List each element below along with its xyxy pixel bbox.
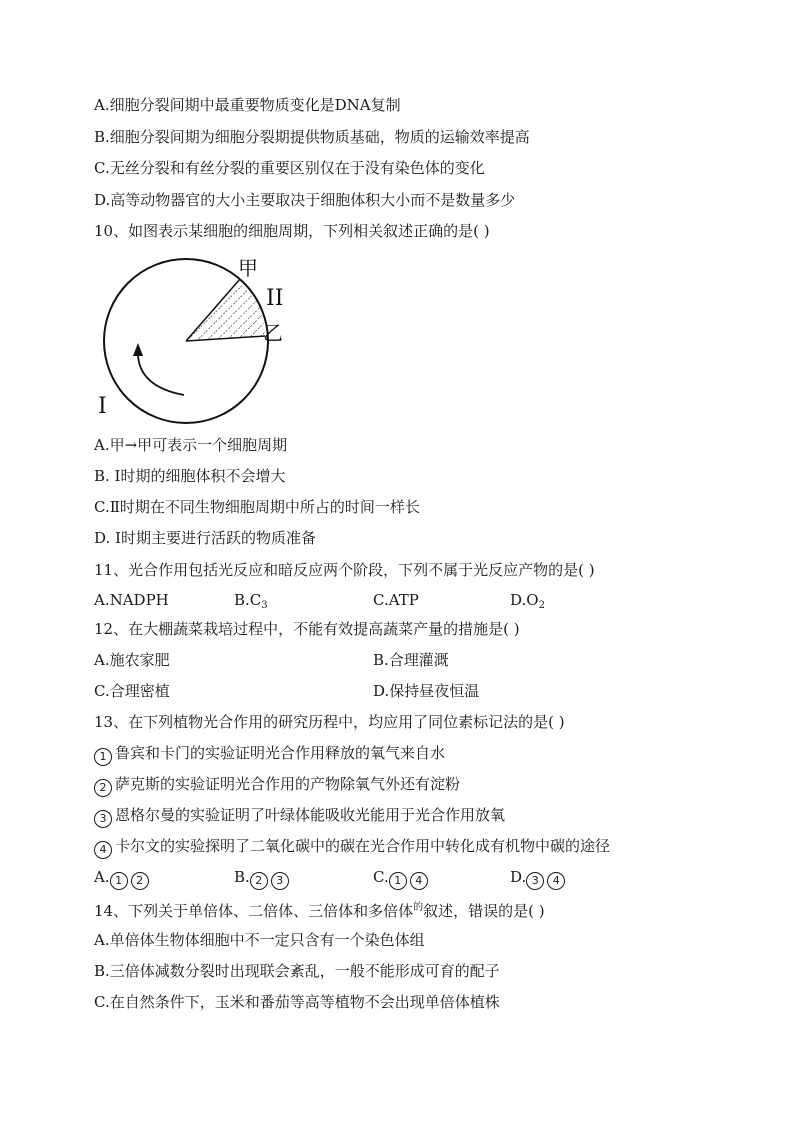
q14-option-c: C.在自然条件下，玉米和番茄等高等植物不会出现单倍体植株 — [94, 993, 500, 1011]
q11-option-d: $D.O_2$ — [510, 591, 545, 611]
q9-option-a: A.细胞分裂间期中最重要物质变化是DNA复制 — [94, 96, 401, 114]
q13-option-c: C. 1 4 — [373, 867, 431, 890]
q12-option-d: D.保持昼夜恒温 — [373, 682, 480, 700]
phase-II-sector — [186, 279, 265, 341]
circled-number: 4 — [94, 841, 112, 859]
q11-option-c: C.ATP — [373, 591, 419, 609]
q13-statement-3: 3 恩格尔曼的实验证明了叶绿体能吸收光能用于光合作用放氧 — [94, 805, 505, 828]
q12-option-c: C.合理密植 — [94, 682, 170, 700]
q14-option-b: B.三倍体减数分裂时出现联会紊乱，一般不能形成可育的配子 — [94, 962, 500, 980]
label-yi: 乙 — [263, 321, 283, 345]
circled-number: 3 — [94, 810, 112, 828]
label-jia: 甲 — [238, 256, 258, 280]
circled-number: 2 — [94, 779, 112, 797]
label-I: I — [98, 394, 107, 419]
q12-option-a: A.施农家肥 — [94, 651, 170, 669]
q13-statement-2: 2 萨克斯的实验证明光合作用的产物除氧气外还有淀粉 — [94, 774, 460, 797]
label-II: II — [266, 286, 284, 311]
q11-stem: 11、光合作用包括光反应和暗反应两个阶段，下列不属于光反应产物的是( ) — [94, 561, 595, 579]
q9-option-c: C.无丝分裂和有丝分裂的重要区别仅在于没有染色体的变化 — [94, 159, 485, 177]
q10-option-c: C.Ⅱ时期在不同生物细胞周期中所占的时间一样长 — [94, 498, 420, 516]
q10-option-b: B. Ⅰ时期的细胞体积不会增大 — [94, 467, 286, 485]
q9-option-d: D.高等动物器官的大小主要取决于细胞体积大小而不是数量多少 — [94, 191, 516, 209]
q10-option-a: A.甲→甲可表示一个细胞周期 — [94, 436, 288, 454]
q13-option-a: A. 1 2 — [94, 867, 152, 890]
cell-cycle-diagram — [96, 253, 306, 428]
direction-arrow — [138, 353, 184, 395]
q11-option-a: A.NADPH — [94, 591, 169, 609]
q14-stem: 14、下列关于单倍体、二倍体、三倍体和多倍体$^的$叙述，错误的是( ) — [94, 902, 545, 920]
q12-option-b: B.合理灌溉 — [373, 651, 449, 669]
arrowhead — [133, 343, 143, 356]
q10-option-d: D. Ⅰ时期主要进行活跃的物质准备 — [94, 529, 316, 547]
q13-option-d: D. 3 4 — [510, 867, 568, 890]
q13-option-b: B. 2 3 — [234, 867, 292, 890]
q13-stem: 13、在下列植物光合作用的研究历程中，均应用了同位素标记法的是( ) — [94, 713, 565, 731]
q9-option-b: B.细胞分裂间期为细胞分裂期提供物质基础，物质的运输效率提高 — [94, 128, 530, 146]
q13-statement-1: 1 鲁宾和卡门的实验证明光合作用释放的氧气来自水 — [94, 743, 445, 766]
q13-statement-4: 4 卡尔文的实验探明了二氧化碳中的碳在光合作用中转化成有机物中碳的途径 — [94, 836, 610, 859]
q10-stem: 10、如图表示某细胞的细胞周期，下列相关叙述正确的是( ) — [94, 222, 490, 240]
circled-number: 1 — [94, 748, 112, 766]
q12-stem: 12、在大棚蔬菜栽培过程中，不能有效提高蔬菜产量的措施是( ) — [94, 620, 520, 638]
q11-option-b: $B.C_3$ — [234, 591, 268, 611]
q14-option-a: A.单倍体生物体细胞中不一定只含有一个染色体组 — [94, 931, 425, 949]
